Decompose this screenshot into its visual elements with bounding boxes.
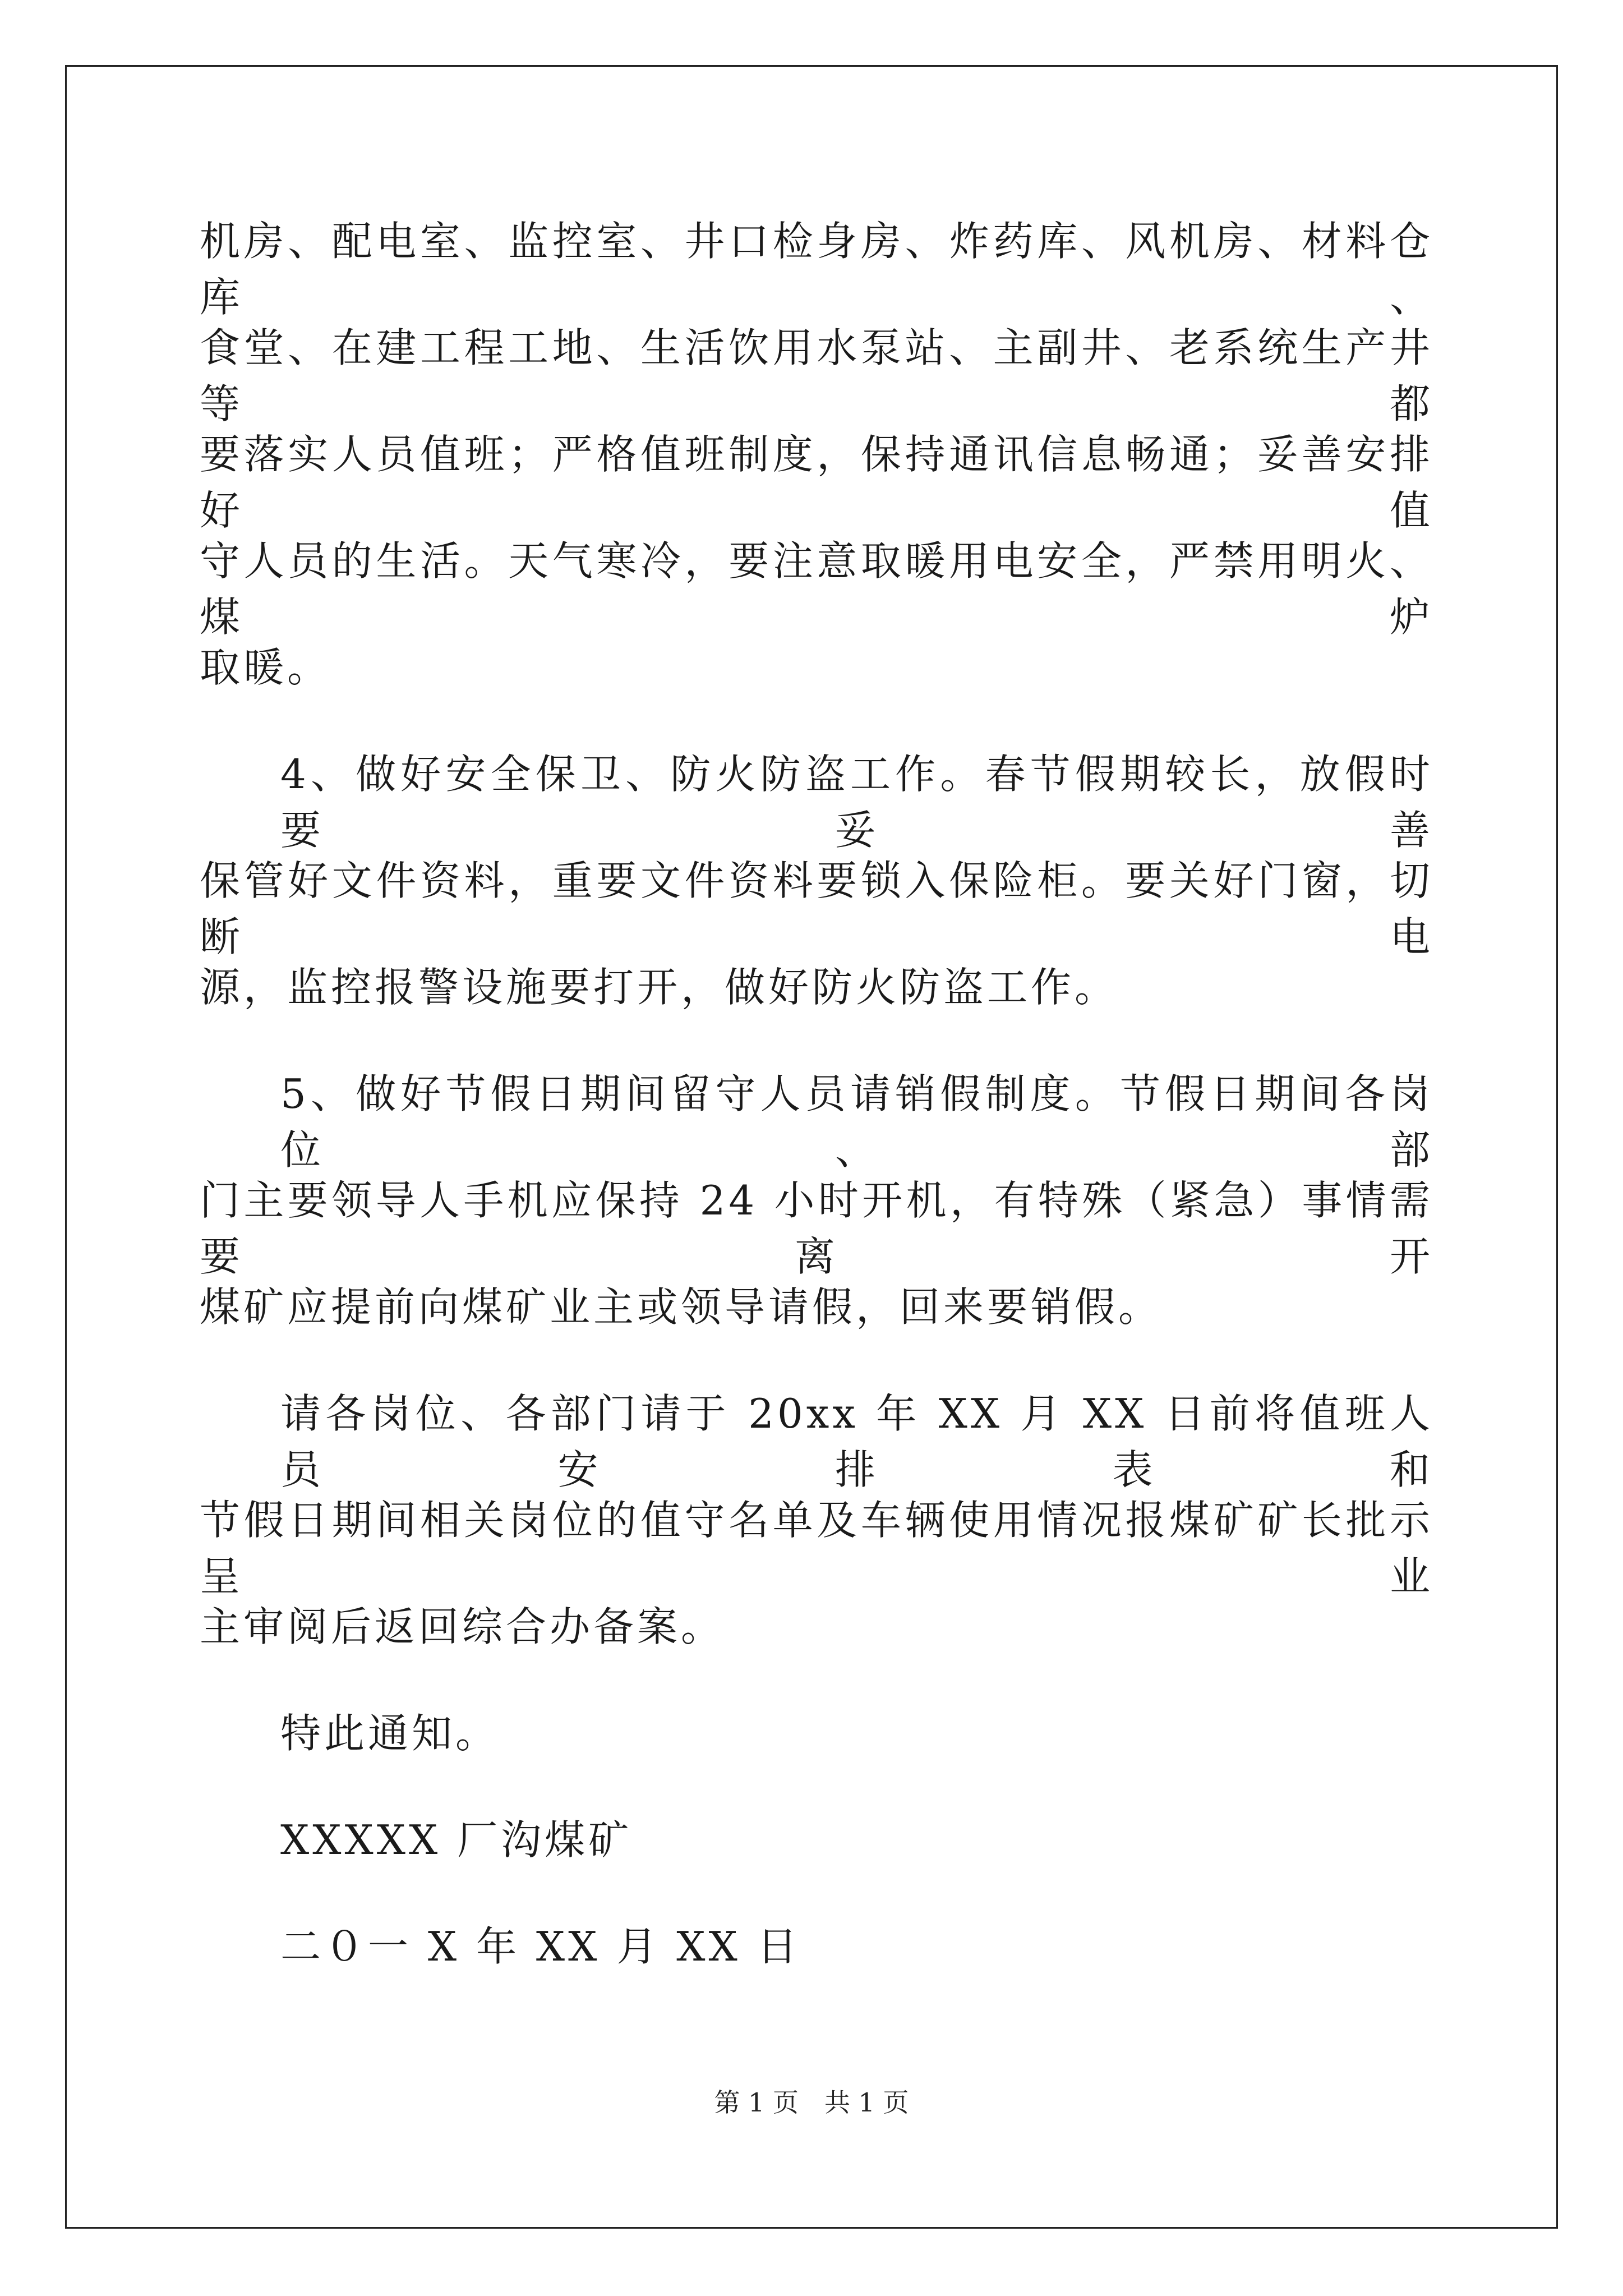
text-line: 源，监控报警设施要打开，做好防火防盗工作。: [200, 964, 1119, 1011]
text-line: 机房、配电室、监控室、井口检身房、炸药库、风机房、材料仓库、: [200, 218, 1433, 321]
signature-date: 二０一 X 年 XX 月 XX 日: [280, 1923, 801, 1970]
text-line: 取暖。: [200, 644, 331, 691]
text-line: 5、做好节假日期间留守人员请销假制度。节假日期间各岗位、部: [280, 1070, 1433, 1174]
signature-org: XXXXX 厂沟煤矿: [280, 1816, 633, 1864]
text-line: 节假日期间相关岗位的值守名单及车辆使用情况报煤矿矿长批示呈业: [200, 1497, 1433, 1600]
text-line: 主审阅后返回综合办备案。: [200, 1603, 725, 1650]
text-line: 要落实人员值班；严格值班制度，保持通讯信息畅通；妥善安排好值: [200, 431, 1433, 534]
text-line: 守人员的生活。天气寒冷，要注意取暖用电安全，严禁用明火、煤炉: [200, 537, 1433, 641]
text-line: 请各岗位、各部门请于 20xx 年 XX 月 XX 日前将值班人员安排表和: [280, 1390, 1433, 1493]
text-line: 保管好文件资料，重要文件资料要锁入保险柜。要关好门窗，切断电: [200, 857, 1433, 960]
page-footer: 第 1 页 共 1 页: [714, 2087, 909, 2118]
text-line: 食堂、在建工程工地、生活饮用水泵站、主副井、老系统生产井等都: [200, 324, 1433, 427]
text-line: 煤矿应提前向煤矿业主或领导请假，回来要销假。: [200, 1283, 1163, 1331]
text-line: 门主要领导人手机应保持 24 小时开机，有特殊（紧急）事情需要离开: [200, 1177, 1433, 1280]
closing-line: 特此通知。: [280, 1710, 500, 1757]
text-line: 4、做好安全保卫、防火防盗工作。春节假期较长，放假时要妥善: [280, 751, 1433, 854]
